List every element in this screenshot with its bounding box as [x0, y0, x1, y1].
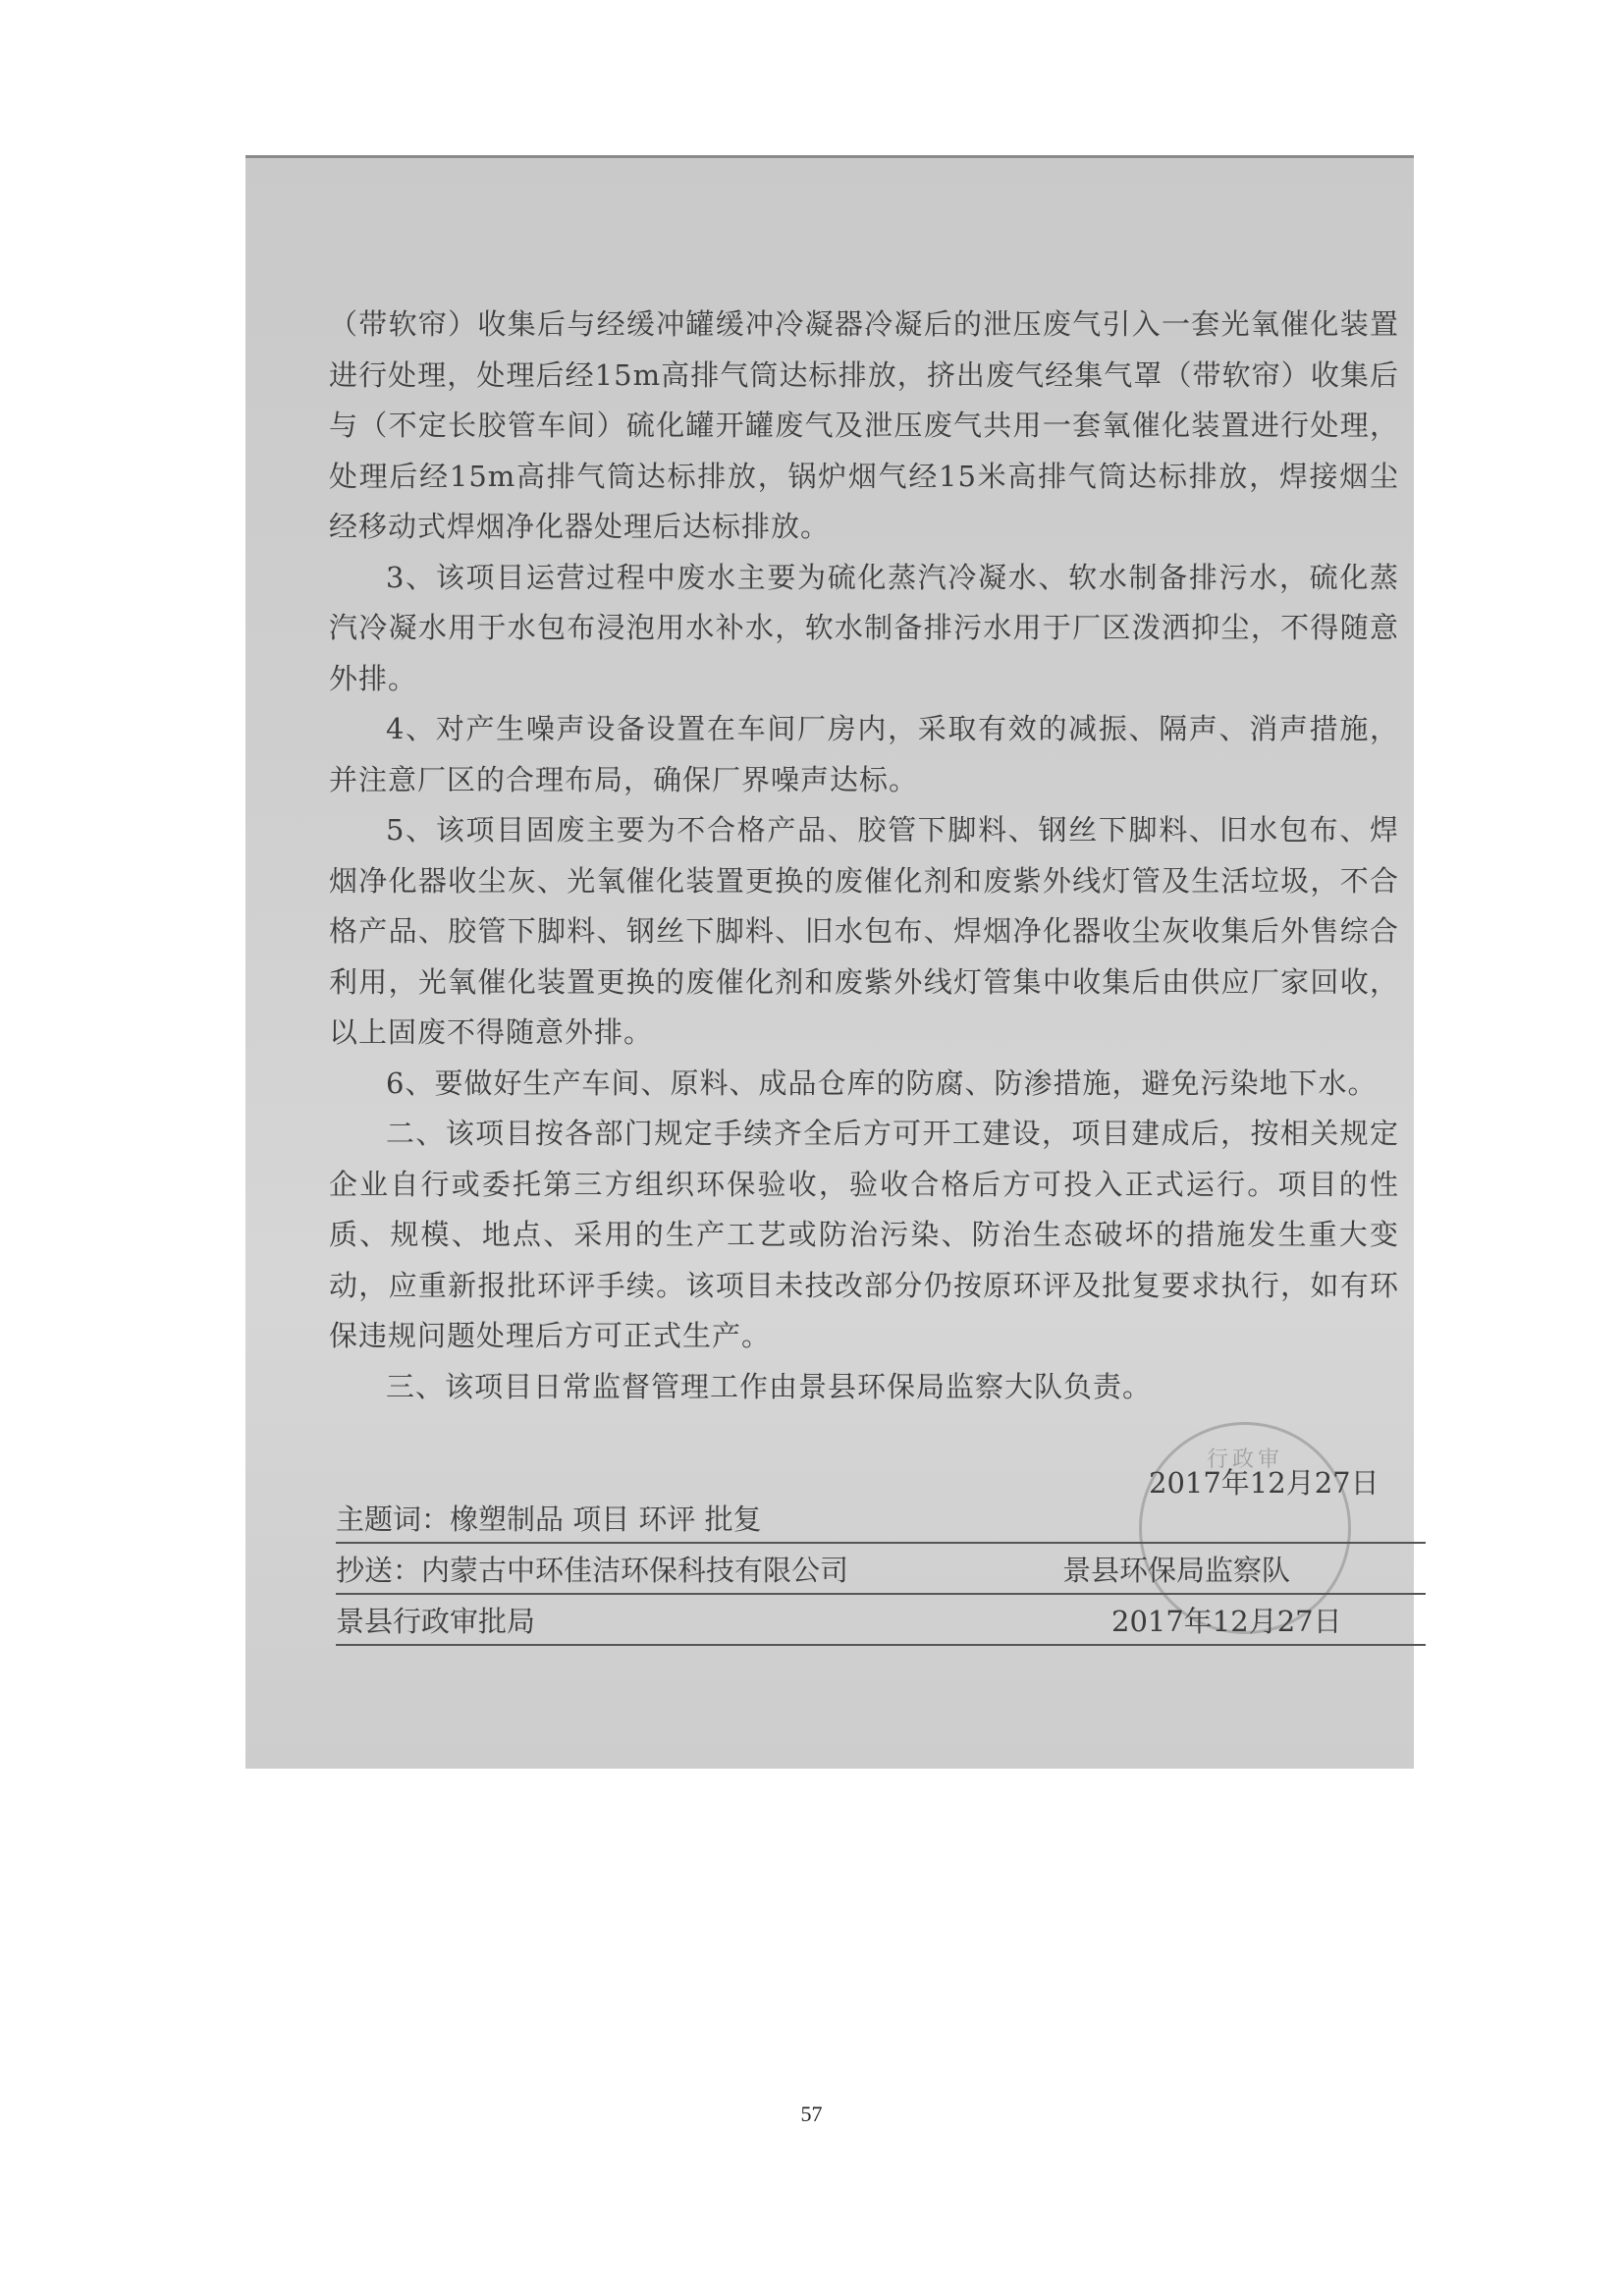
subject-row — [336, 1493, 1426, 1544]
issuer-dept: 景县行政审批局 — [336, 1605, 536, 1638]
distribution-block — [336, 1493, 1426, 1646]
issue-date: 2017年12月27日 — [1111, 1605, 1342, 1638]
header-mark — [746, 20, 913, 35]
signature-date: 2017年12月27日 — [1149, 1466, 1380, 1500]
paragraph-5: 二、该项目按各部门规定手续齐全后方可开工建设，项目建成后，按相关规定企业自行或委托第三方组织环保验收，验收合格后方可投入正式运行。项目的性质、规模、地点、采用的生产工艺或防治污染、防治生态破坏的措施发生重大变动，应重新报批环评手续。该项目未技改部分仍按原环评及批复要求执行，如有环保违规问题处理后方可正式生产。 — [329, 1117, 1399, 1352]
cc-line: 抄送：内蒙古中环佳洁环保科技有限公司 — [336, 1554, 849, 1587]
paragraph-6: 三、该项目日常监督管理工作由景县环保局监察大队负责。 — [386, 1369, 1153, 1403]
issuer: 景县环保局监察队 — [1062, 1554, 1291, 1587]
issuer-row — [336, 1595, 1426, 1646]
paragraph-1: 3、该项目运营过程中废水主要为硫化蒸汽冷凝水、软水制备排污水，硫化蒸汽冷凝水用于水包布浸泡用水补水，软水制备排污水用于厂区泼洒抑尘，不得随意外排。 — [329, 560, 1399, 695]
paragraph-4: 6、要做好生产车间、原料、成品仓库的防腐、防渗措施，避免污染地下水。 — [386, 1066, 1378, 1100]
subject-line: 主题词：橡塑制品 项目 环评 批复 — [336, 1503, 762, 1536]
paragraph-3: 5、该项目固废主要为不合格产品、胶管下脚料、钢丝下脚料、旧水包布、焊烟净化器收尘灰、光氧催化装置更换的废催化剂和废紫外线灯管及生活垃圾，不合格产品、胶管下脚料、钢丝下脚料、旧水包布、焊烟净化器收尘灰收集后外售综合利用，光氧催化装置更换的废催化剂和废紫外线灯管集中收集后由供应厂家回收，以上固废不得随意外排。 — [329, 813, 1399, 1049]
seal-text: 行政审 — [1206, 1448, 1283, 1472]
paragraph-2: 4、对产生噪声设备设置在车间厂房内，采取有效的减振、隔声、消声措施，并注意厂区的合理布局，确保厂界噪声达标。 — [329, 712, 1399, 796]
page-number: 57 — [800, 2102, 823, 2126]
body-text — [329, 300, 1399, 1412]
cc-row — [336, 1544, 1426, 1595]
paragraph-0: （带软帘）收集后与经缓冲罐缓冲冷凝器冷凝后的泄压废气引入一套光氧催化装置进行处理，处理后经15m高排气筒达标排放，挤出废气经集气罩（带软帘）收集后与（不定长胶管车间）硫化罐开罐废气及泄压废气共用一套氧催化装置进行处理，处理后经15m高排气筒达标排放，锅炉烟气经15米高排气筒达标排放，焊接烟尘经移动式焊烟净化器处理后达标排放。 — [329, 307, 1399, 543]
